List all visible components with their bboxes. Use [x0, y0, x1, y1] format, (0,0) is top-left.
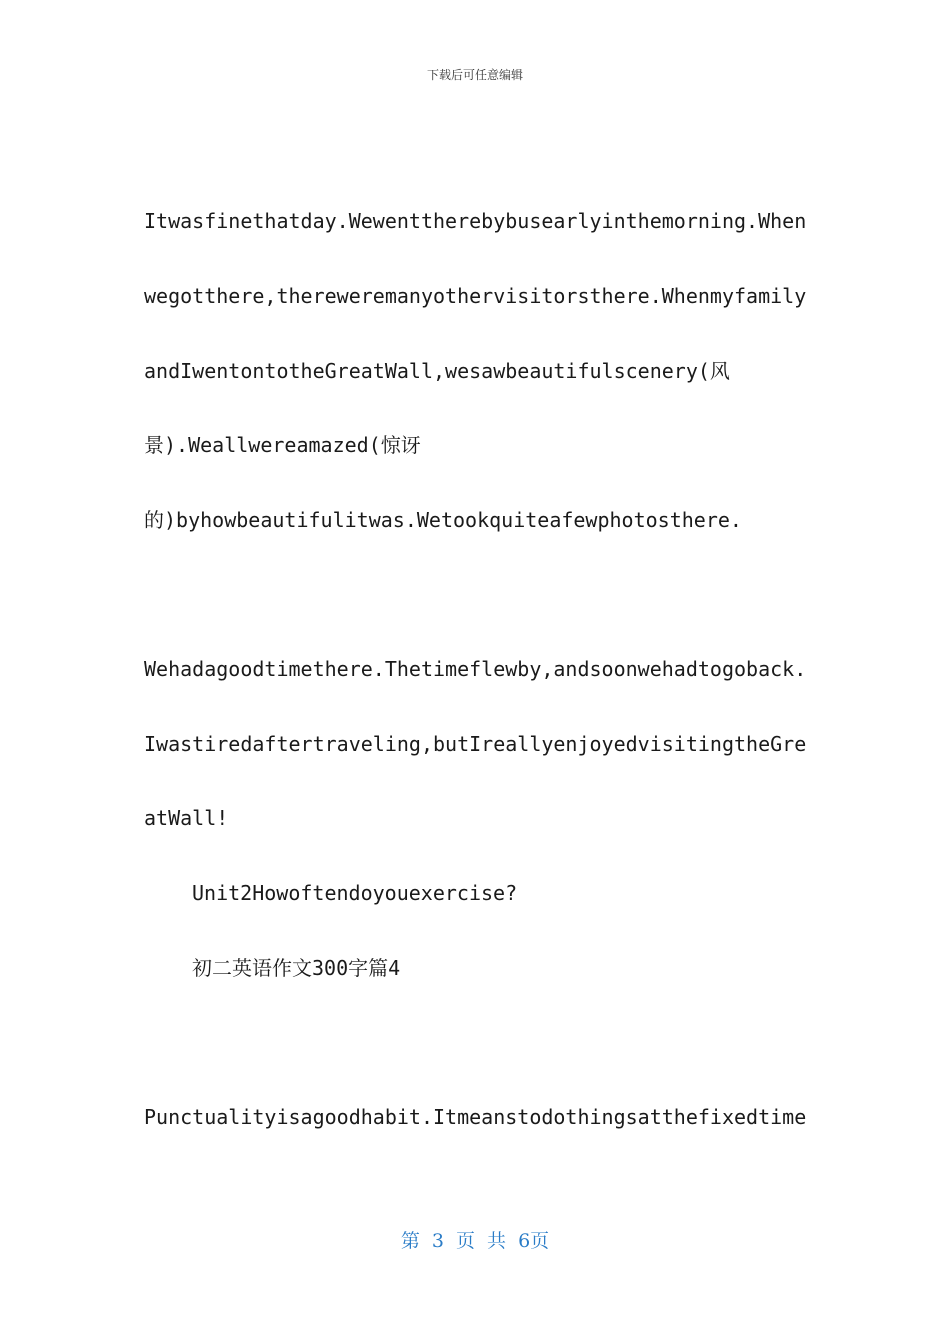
text-line: 的)byhowbeautifulitwas.Wetookquiteafewphotosthere.: [144, 508, 742, 532]
text-line: Iwastiredaftertraveling,butIreallyenjoyedvisitingtheGre: [144, 732, 807, 756]
page-number: 第 3 页 共 6页: [400, 1230, 550, 1252]
section-heading: Unit2Howoftendoyouexercise?: [192, 881, 518, 905]
text-line: Itwasfinethatday.Wewenttherebybusearlyinthemorning.When: [144, 209, 807, 233]
text-line: andIwentontotheGreatWall,wesawbeautifulscenery(风: [144, 359, 730, 383]
text-line: Wehadagoodtimethere.Thetimeflewby,andsoonwehadtogoback.: [144, 657, 807, 681]
page-header: 下载后可任意编辑: [426, 68, 523, 82]
text-line: atWall!: [144, 806, 229, 830]
text-line: 景).Weallwereamazed(惊讶: [144, 433, 421, 457]
text-line: Punctualityisagoodhabit.Itmeanstodothingsatthefixedtime: [144, 1105, 807, 1129]
essay-title: 初二英语作文300字篇4: [192, 956, 401, 980]
text-line: wegotthere,thereweremanyothervisitorsthere.Whenmyfamily: [144, 284, 807, 308]
